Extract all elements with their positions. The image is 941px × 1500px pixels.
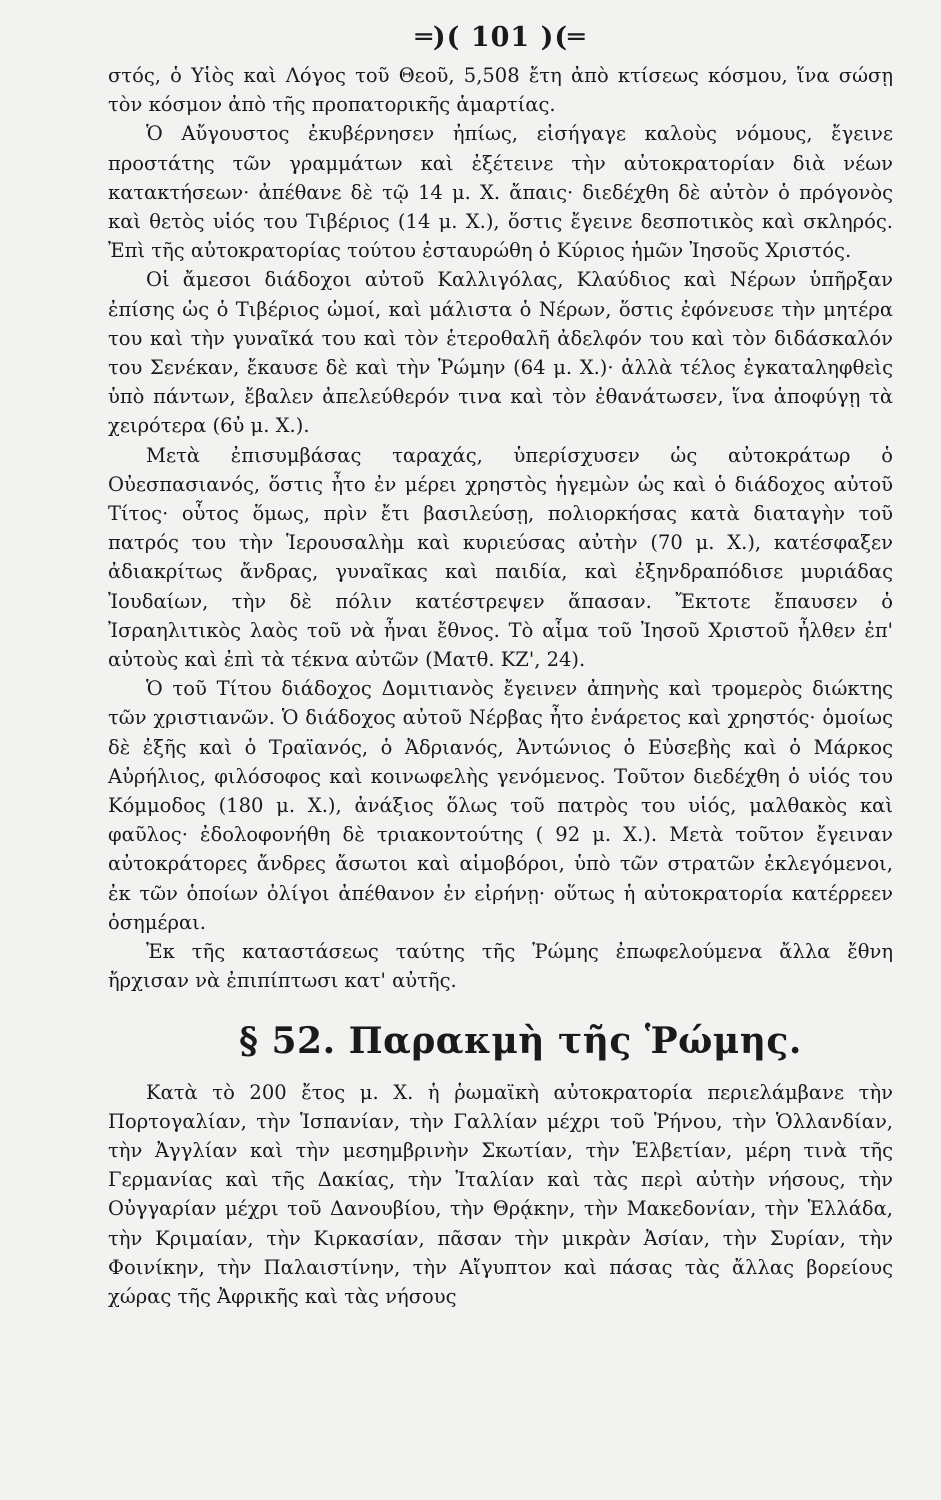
paragraph-successors: Οἱ ἄμεσοι διάδοχοι αὐτοῦ Καλλιγόλας, Κλαύδιος καὶ Νέρων ὑπῆρξαν ἐπίσης ὡς ὁ Τιβέριος ὠμοί, καὶ μάλιστα ὁ Νέρων, ὅστις ἐφόνευσε τὴν μητέρα του καὶ τὴν γυναῖκά του καὶ τὸν ἑτεροθαλῆ ἀδελφόν του καὶ τὸν διδάσκαλόν του Σενέκαν, ἔκαυσε δὲ καὶ τὴν Ῥώμην (64 μ. Χ.)· ἀλλὰ τέλος ἐγκαταληφθεὶς ὑπὸ πάντων, ἔβαλεν ἀπελεύθερόν τινα καὶ τὸν ἐθανάτωσεν, ἵνα ἀποφύγῃ τὰ χειρότερα (6ὐ μ. Χ.). <box>108 268 893 438</box>
paragraph-domitian: Ὁ τοῦ Τίτου διάδοχος Δομιτιανὸς ἔγεινεν ἀπηνὴς καὶ τρομερὸς διώκτης τῶν χριστιανῶν. Ὁ διάδοχος αὐτοῦ Νέρβας ἦτο ἐνάρετος καὶ χρηστός· ὁμοίως δὲ ἐξῆς καὶ ὁ Τραϊανός, ὁ Ἀδριανός, Ἀντώνιος ὁ Εὐσεβὴς καὶ ὁ Μάρκος Αὐρήλιος, φιλόσοφος καὶ κοινωφελὴς γενόμενος. Τοῦτον διεδέχθη ὁ υἱός του Κόμμοδος (180 μ. Χ.), ἀνάξιος ὅλως τοῦ πατρὸς του υἱός, μαλθακὸς καὶ φαῦλος· ἐδολοφονήθη δὲ τριακοντούτης ( 92 μ. Χ.). Μετὰ τοῦτον ἔγειναν αὐτοκράτορες ἄνδρες ἄσωτοι καὶ αἱμοβόροι, ὑπὸ τῶν στρατῶν ἐκλεγόμενοι, ἐκ τῶν ὁποίων ὀλίγοι ἀπέθανον ἐν εἰρήνῃ· οὕτως ἡ αὐτοκρατορία κατέρρεεν ὁσημέραι. <box>108 677 893 934</box>
section-body <box>108 1078 893 1312</box>
body-text <box>108 61 893 996</box>
paragraph-vespasian: Μετὰ ἐπισυμβάσας ταραχάς, ὑπερίσχυσεν ὡς αὐτοκράτωρ ὁ Οὐεσπασιανός, ὅστις ἦτο ἐν μέρει χρηστὸς ἡγεμὼν ὡς καὶ ὁ διάδοχος αὐτοῦ Τίτος· οὗτος ὅμως, πρὶν ἔτι βασιλεύσῃ, πολιορκήσας κατὰ διαταγὴν τοῦ πατρός του τὴν Ἱερουσαλὴμ καὶ κυριεύσας αὐτὴν (70 μ. Χ.), κατέσφαξεν ἀδιακρίτως ἄνδρας, γυναῖκας καὶ παιδία, καὶ ἐξηνδραπόδισε μυριάδας Ἰουδαίων, τὴν δὲ πόλιν κατέστρεψεν ἅπασαν. Ἔκτοτε ἔπαυσεν ὁ Ἰσραηλιτικὸς λαὸς τοῦ νὰ ἦναι ἔθνος. Τὸ αἷμα τοῦ Ἰησοῦ Χριστοῦ ἦλθεν ἐπ' αὐτοὺς καὶ ἐπὶ τὰ τέκνα αὐτῶν (Ματθ. ΚΖ', 24). <box>108 443 893 672</box>
section-paragraph: Κατὰ τὸ 200 ἔτος μ. Χ. ἡ ῥωμαϊκὴ αὐτοκρατορία περιελάμβανε τὴν Πορτογαλίαν, τὴν Ἱσπανίαν, τὴν Γαλλίαν μέχρι τοῦ Ῥήνου, τὴν Ὁλλανδίαν, τὴν Ἀγγλίαν καὶ τὴν μεσημβρινὴν Σκωτίαν, τὴν Ἑλβετίαν, μέρη τινὰ τῆς Γερμανίας καὶ τῆς Δακίας, τὴν Ἰταλίαν καὶ τὰς περὶ αὐτὴν νήσους, τὴν Οὐγγαρίαν μέχρι τοῦ Δανουβίου, τὴν Θρᾴκην, τὴν Μακεδονίαν, τὴν Ἑλλάδα, τὴν Κριμαίαν, τὴν Κιρκασίαν, πᾶσαν τὴν μικρὰν Ἀσίαν, τὴν Συρίαν, τὴν Φοινίκην, τὴν Παλαιστίνην, τὴν Αἴγυπτον καὶ πάσας τὰς ἄλλας βορείους χώρας τῆς Ἀφρικῆς καὶ τὰς νήσους <box>108 1080 893 1308</box>
paragraph-continuation: στός, ὁ Υἱὸς καὶ Λόγος τοῦ Θεοῦ, 5,508 ἔτη ἀπὸ κτίσεως κόσμου, ἵνα σώσῃ τὸν κόσμον ἀπὸ τῆς προπατορικῆς ἁμαρτίας. <box>108 64 893 117</box>
page-header: ═)( 101 )(═ <box>415 22 586 53</box>
paragraph-nations: Ἐκ τῆς καταστάσεως ταύτης τῆς Ῥώμης ἐπωφελούμενα ἄλλα ἔθνη ἤρχισαν νὰ ἐπιπίπτωσι κατ' αὐτῆς. <box>108 940 893 993</box>
paragraph-augustus: Ὁ Αὔγουστος ἐκυβέρνησεν ἠπίως, εἰσήγαγε καλοὺς νόμους, ἔγεινε προστάτης τῶν γραμμάτων καὶ ἐξέτεινε τὴν αὐτοκρατορίαν διὰ νέων κατακτήσεων· ἀπέθανε δὲ τῷ 14 μ. Χ. ἄπαις· διεδέχθη δὲ αὐτὸν ὁ πρόγονὸς καὶ θετὸς υἱός του Τιβέριος (14 μ. Χ.), ὅστις ἔγεινε δεσποτικὸς καὶ σκληρός. Ἐπὶ τῆς αὐτοκρατορίας τούτου ἐσταυρώθη ὁ Κύριος ἡμῶν Ἰησοῦς Χριστός. <box>108 122 893 263</box>
section-title: § 52. Παρακμὴ τῆς Ῥώμης. <box>239 1019 802 1062</box>
